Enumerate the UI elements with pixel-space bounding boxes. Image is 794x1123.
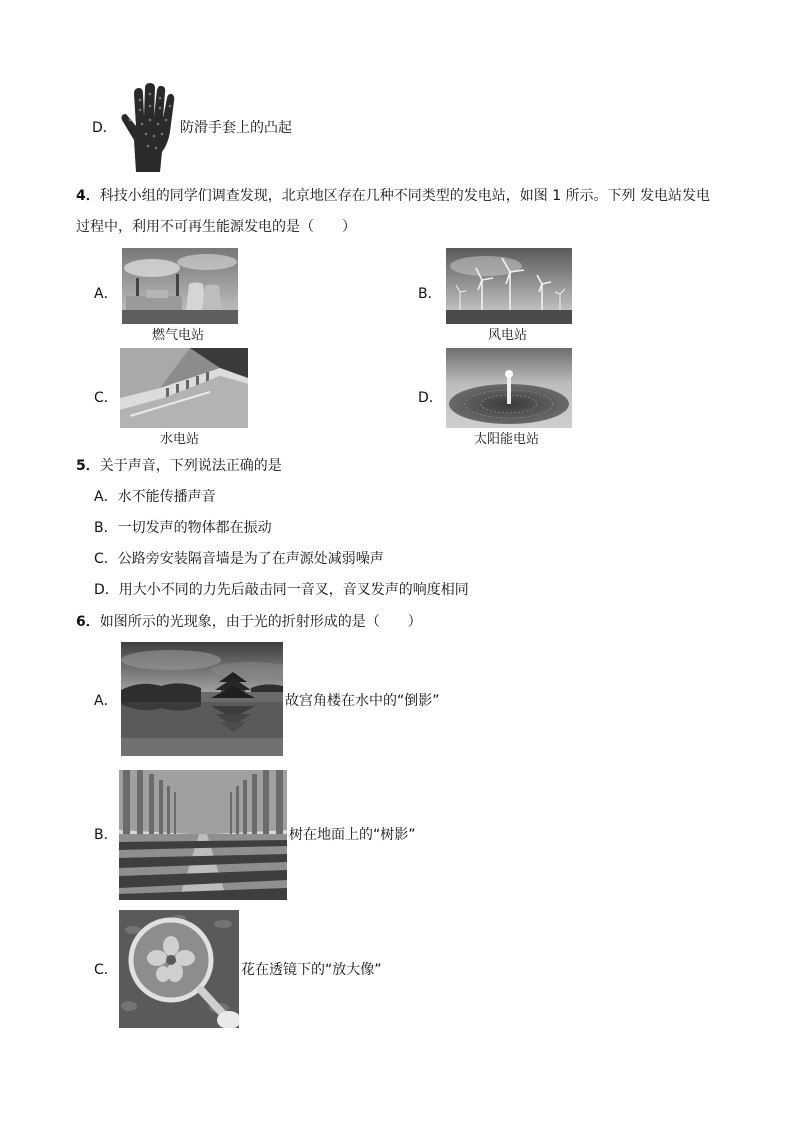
hydro-power-station-image — [120, 348, 248, 428]
forbidden-city-corner-tower-image — [121, 642, 283, 756]
q6-option-c-text: 花在透镜下的“放大像” — [241, 962, 382, 978]
q6-stem: 6．如图所示的光现象，由于光的折射形成的是（ ） — [76, 614, 422, 630]
q3-option-d-letter: D． — [92, 120, 117, 136]
q4-option-d-letter: D． — [418, 390, 443, 406]
q4-option-c-letter: C． — [94, 390, 118, 406]
q5-option-d: D．用大小不同的力先后敲击同一音叉，音叉发声的响度相同 — [94, 582, 469, 598]
q5-option-a: A．水不能传播声音 — [94, 489, 216, 505]
wind-farm-image — [446, 248, 572, 324]
solar-power-station-image — [446, 348, 572, 428]
q4-option-b-letter: B． — [418, 286, 442, 302]
q5-option-b: B．一切发声的物体都在振动 — [94, 520, 272, 536]
q6-option-c-letter: C． — [94, 962, 118, 978]
magnifying-glass-flower-image — [119, 910, 239, 1028]
q4-option-a-caption: 燃气电站 — [152, 328, 205, 343]
q5-stem: 5．关于声音，下列说法正确的是 — [76, 458, 282, 474]
q6-option-a-text: 故宫角楼在水中的“倒影” — [285, 693, 440, 709]
q5-number: 5． — [76, 458, 100, 474]
q6-number: 6． — [76, 614, 100, 630]
q5-option-c: C．公路旁安装隔音墙是为了在声源处减弱噪声 — [94, 551, 384, 567]
q4-stem-line2: 过程中，利用不可再生能源发电的是（ ） — [76, 219, 356, 235]
q3-option-d-text: 防滑手套上的凸起 — [180, 120, 292, 136]
q4-number: 4． — [76, 188, 100, 204]
glove-image — [118, 80, 178, 175]
q4-option-c-caption: 水电站 — [160, 432, 200, 447]
q6-option-b-text: 树在地面上的“树影” — [289, 827, 416, 843]
q6-option-a-letter: A． — [94, 693, 118, 709]
gas-power-station-image — [122, 248, 238, 324]
q4-option-b-caption: 风电站 — [488, 328, 528, 343]
q4-option-a-letter: A． — [94, 286, 118, 302]
tree-shadow-road-image — [119, 770, 287, 900]
q4-option-d-caption: 太阳能电站 — [474, 432, 540, 447]
q4-stem-line1: 4．科技小组的同学们调查发现，北京地区存在几种不同类型的发电站，如图 1 所示。下列 发电站发电 — [76, 188, 711, 204]
q6-option-b-letter: B． — [94, 827, 118, 843]
